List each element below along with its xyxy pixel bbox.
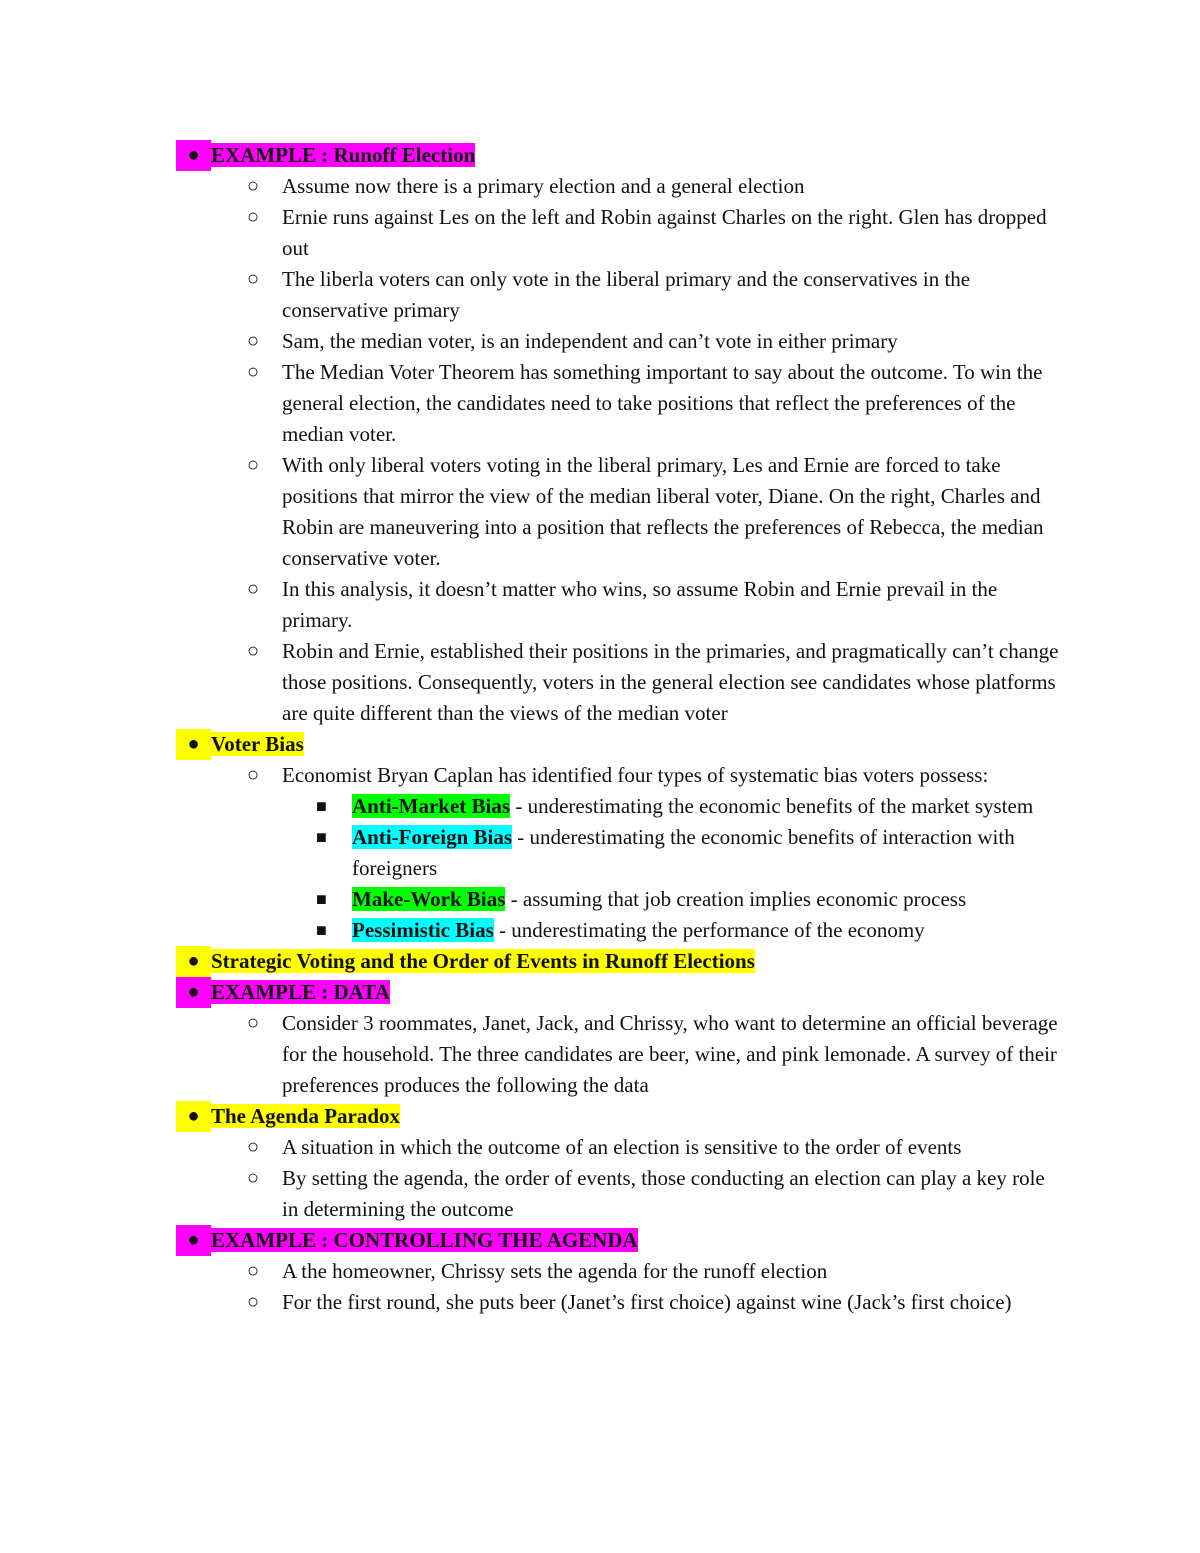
bullet-disc-icon: ● xyxy=(176,946,211,977)
list-item-text: By setting the agenda, the order of events, those conducting an election can play a key role in determining the outcome xyxy=(282,1166,1045,1221)
list-item-text: Consider 3 roommates, Janet, Jack, and Chrissy, who want to determine an official beverage for the household. The three candidates are beer, wine, and pink lemonade. A survey of their preferences produces the following the data xyxy=(282,1011,1058,1097)
bias-item-pessimistic xyxy=(0,915,1200,946)
section-heading-example-data xyxy=(0,977,1200,1008)
bullet-circle-icon: ○ xyxy=(247,361,260,383)
list-item xyxy=(0,326,1200,357)
bullet-circle-icon: ○ xyxy=(247,1260,260,1282)
bullet-square-icon: ■ xyxy=(316,796,327,816)
bullet-square-icon: ■ xyxy=(316,827,327,847)
bullet-disc-icon: ● xyxy=(176,729,211,760)
bullet-circle-icon: ○ xyxy=(247,640,260,662)
list-item-text: Sam, the median voter, is an independent and can’t vote in either primary xyxy=(282,329,898,353)
list-item xyxy=(0,450,1200,574)
list-item-text: With only liberal voters voting in the liberal primary, Les and Ernie are forced to take positions that mirror the view of the median liberal voter, Diane. On the right, Charles and Robin are maneuvering into a position that reflects the preferences of Rebecca, the median conservative voter. xyxy=(282,453,1044,570)
list-item-text: Robin and Ernie, established their positions in the primaries, and pragmatically can’t change those positions. Consequently, voters in the general election see candidates whose platforms are quite different than the views of the median voter xyxy=(282,639,1059,725)
bullet-circle-icon: ○ xyxy=(247,764,260,786)
heading-text: The Agenda Paradox xyxy=(211,1104,401,1128)
bias-item-anti-foreign xyxy=(0,822,1200,884)
bias-description: - underestimating the economic benefits of the market system xyxy=(510,794,1034,818)
bias-term: Make-Work Bias xyxy=(352,887,506,911)
section-heading-agenda-paradox xyxy=(0,1101,1200,1132)
list-item-text: In this analysis, it doesn’t matter who wins, so assume Robin and Ernie prevail in the primary. xyxy=(282,577,998,632)
bias-item-anti-market xyxy=(0,791,1200,822)
bullet-disc-icon: ● xyxy=(176,1225,211,1256)
list-item xyxy=(0,202,1200,264)
bias-item-make-work xyxy=(0,884,1200,915)
bullet-circle-icon: ○ xyxy=(247,578,260,600)
list-item-text: A situation in which the outcome of an election is sensitive to the order of events xyxy=(282,1135,962,1159)
document-page xyxy=(0,140,1200,1318)
list-item-text: Ernie runs against Les on the left and Robin against Charles on the right. Glen has dropped out xyxy=(282,205,1047,260)
list-item xyxy=(0,636,1200,729)
bias-description: - underestimating the economic benefits of interaction with foreigners xyxy=(352,825,1015,880)
section-heading-strategic-voting xyxy=(0,946,1200,977)
bullet-circle-icon: ○ xyxy=(247,330,260,352)
bullet-square-icon: ■ xyxy=(316,889,327,909)
bullet-disc-icon: ● xyxy=(176,1101,211,1132)
list-item-text: Economist Bryan Caplan has identified four types of systematic bias voters possess: xyxy=(282,763,989,787)
list-item xyxy=(0,1287,1200,1318)
bullet-circle-icon: ○ xyxy=(247,1291,260,1313)
list-item-text: The liberla voters can only vote in the liberal primary and the conservatives in the conservative primary xyxy=(282,267,971,322)
list-item xyxy=(0,357,1200,450)
bullet-circle-icon: ○ xyxy=(247,1136,260,1158)
list-item-text: For the first round, she puts beer (Janet’s first choice) against wine (Jack’s first choice) xyxy=(282,1290,1012,1314)
list-item xyxy=(0,574,1200,636)
list-item xyxy=(0,760,1200,791)
bullet-circle-icon: ○ xyxy=(247,454,260,476)
list-item-text: A the homeowner, Chrissy sets the agenda for the runoff election xyxy=(282,1259,828,1283)
list-item xyxy=(0,264,1200,326)
list-item xyxy=(0,171,1200,202)
section-heading-controlling-agenda xyxy=(0,1225,1200,1256)
bias-description: - assuming that job creation implies economic process xyxy=(505,887,967,911)
bias-term: Anti-Market Bias xyxy=(352,794,511,818)
list-item-text: Assume now there is a primary election and a general election xyxy=(282,174,805,198)
bullet-disc-icon: ● xyxy=(176,140,211,171)
bias-term: Anti-Foreign Bias xyxy=(352,825,513,849)
bullet-circle-icon: ○ xyxy=(247,1167,260,1189)
section-heading-voter-bias xyxy=(0,729,1200,760)
bullet-circle-icon: ○ xyxy=(247,1012,260,1034)
list-item xyxy=(0,1008,1200,1101)
bullet-circle-icon: ○ xyxy=(247,206,260,228)
bullet-disc-icon: ● xyxy=(176,977,211,1008)
heading-text: Voter Bias xyxy=(211,732,304,756)
list-item xyxy=(0,1132,1200,1163)
bullet-circle-icon: ○ xyxy=(247,175,260,197)
heading-text: EXAMPLE : DATA xyxy=(211,980,390,1004)
bullet-square-icon: ■ xyxy=(316,920,327,940)
list-item-text: The Median Voter Theorem has something important to say about the outcome. To win the general election, the candidates need to take positions that reflect the preferences of the median voter. xyxy=(282,360,1043,446)
heading-text: Strategic Voting and the Order of Events in Runoff Elections xyxy=(211,949,755,973)
bullet-circle-icon: ○ xyxy=(247,268,260,290)
list-item xyxy=(0,1163,1200,1225)
heading-text: EXAMPLE : CONTROLLING THE AGENDA xyxy=(211,1228,638,1252)
list-item xyxy=(0,1256,1200,1287)
heading-text: EXAMPLE : Runoff Election xyxy=(211,143,476,167)
section-heading-runoff-election xyxy=(0,140,1200,171)
bias-term: Pessimistic Bias xyxy=(352,918,494,942)
bias-description: - underestimating the performance of the economy xyxy=(493,918,925,942)
